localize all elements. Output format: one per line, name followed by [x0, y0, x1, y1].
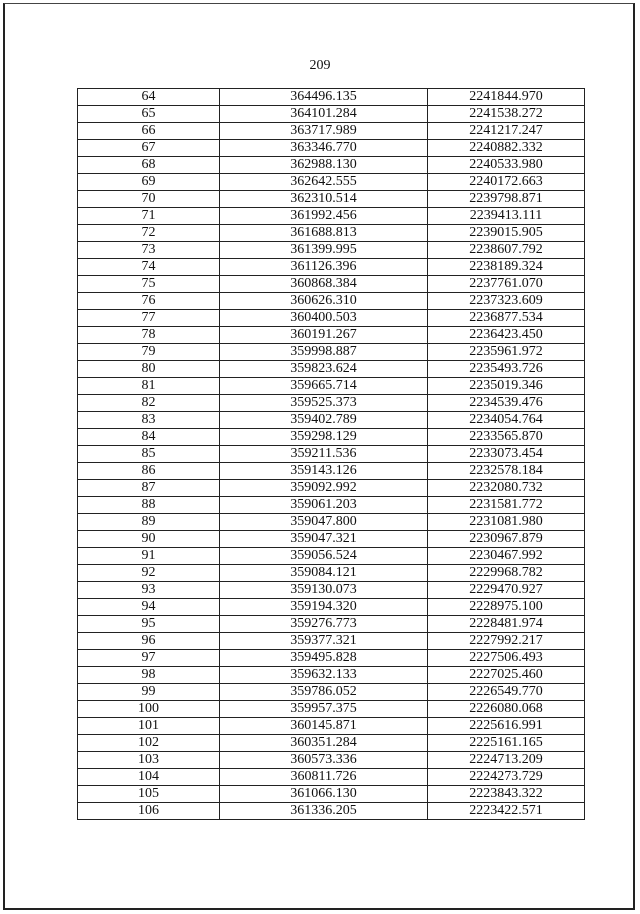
- x-coordinate-cell: 363346.770: [220, 140, 428, 157]
- x-coordinate-cell: 362988.130: [220, 157, 428, 174]
- x-coordinate-cell: 361126.396: [220, 259, 428, 276]
- table-row: [78, 463, 585, 480]
- table-row: [78, 633, 585, 650]
- point-number-cell: 72: [78, 225, 220, 242]
- x-coordinate-cell: 364101.284: [220, 106, 428, 123]
- table-row: [78, 259, 585, 276]
- x-coordinate-cell: 362310.514: [220, 191, 428, 208]
- y-coordinate-cell: 2236877.534: [428, 310, 585, 327]
- point-number-cell: 82: [78, 395, 220, 412]
- x-coordinate-cell: 362642.555: [220, 174, 428, 191]
- x-coordinate-cell: 359092.992: [220, 480, 428, 497]
- point-number-cell: 70: [78, 191, 220, 208]
- y-coordinate-cell: 2239015.905: [428, 225, 585, 242]
- y-coordinate-cell: 2223843.322: [428, 786, 585, 803]
- point-number-cell: 79: [78, 344, 220, 361]
- y-coordinate-cell: 2239413.111: [428, 208, 585, 225]
- point-number-cell: 89: [78, 514, 220, 531]
- point-number-cell: 73: [78, 242, 220, 259]
- point-number-cell: 88: [78, 497, 220, 514]
- y-coordinate-cell: 2240533.980: [428, 157, 585, 174]
- y-coordinate-cell: 2228975.100: [428, 599, 585, 616]
- table-row: [78, 497, 585, 514]
- x-coordinate-cell: 359143.126: [220, 463, 428, 480]
- point-number-cell: 85: [78, 446, 220, 463]
- y-coordinate-cell: 2233073.454: [428, 446, 585, 463]
- x-coordinate-cell: 359056.524: [220, 548, 428, 565]
- y-coordinate-cell: 2241844.970: [428, 89, 585, 106]
- y-coordinate-cell: 2235493.726: [428, 361, 585, 378]
- x-coordinate-cell: 360400.503: [220, 310, 428, 327]
- table-row: [78, 701, 585, 718]
- y-coordinate-cell: 2237761.070: [428, 276, 585, 293]
- x-coordinate-cell: 361336.205: [220, 803, 428, 820]
- table-row: [78, 565, 585, 582]
- point-number-cell: 104: [78, 769, 220, 786]
- y-coordinate-cell: 2240882.332: [428, 140, 585, 157]
- y-coordinate-cell: 2238189.324: [428, 259, 585, 276]
- y-coordinate-cell: 2229470.927: [428, 582, 585, 599]
- x-coordinate-cell: 359665.714: [220, 378, 428, 395]
- point-number-cell: 69: [78, 174, 220, 191]
- point-number-cell: 93: [78, 582, 220, 599]
- point-number-cell: 64: [78, 89, 220, 106]
- y-coordinate-cell: 2224713.209: [428, 752, 585, 769]
- point-number-cell: 90: [78, 531, 220, 548]
- x-coordinate-cell: 361992.456: [220, 208, 428, 225]
- table-row: [78, 378, 585, 395]
- y-coordinate-cell: 2224273.729: [428, 769, 585, 786]
- y-coordinate-cell: 2230967.879: [428, 531, 585, 548]
- page-number: 209: [309, 58, 331, 73]
- y-coordinate-cell: 2236423.450: [428, 327, 585, 344]
- table-row: [78, 667, 585, 684]
- table-row: [78, 684, 585, 701]
- y-coordinate-cell: 2227992.217: [428, 633, 585, 650]
- table-row: [78, 123, 585, 140]
- point-number-cell: 66: [78, 123, 220, 140]
- y-coordinate-cell: 2225161.165: [428, 735, 585, 752]
- y-coordinate-cell: 2229968.782: [428, 565, 585, 582]
- point-number-cell: 101: [78, 718, 220, 735]
- table-row: [78, 769, 585, 786]
- point-number-cell: 92: [78, 565, 220, 582]
- y-coordinate-cell: 2238607.792: [428, 242, 585, 259]
- point-number-cell: 81: [78, 378, 220, 395]
- point-number-cell: 76: [78, 293, 220, 310]
- point-number-cell: 97: [78, 650, 220, 667]
- table-row: [78, 208, 585, 225]
- point-number-cell: 102: [78, 735, 220, 752]
- x-coordinate-cell: 360626.310: [220, 293, 428, 310]
- point-number-cell: 87: [78, 480, 220, 497]
- table-row: [78, 344, 585, 361]
- y-coordinate-cell: 2228481.974: [428, 616, 585, 633]
- y-coordinate-cell: 2226549.770: [428, 684, 585, 701]
- y-coordinate-cell: 2231581.772: [428, 497, 585, 514]
- point-number-cell: 105: [78, 786, 220, 803]
- point-number-cell: 100: [78, 701, 220, 718]
- table-row: [78, 429, 585, 446]
- x-coordinate-cell: 361066.130: [220, 786, 428, 803]
- point-number-cell: 83: [78, 412, 220, 429]
- table-row: [78, 803, 585, 820]
- x-coordinate-cell: 359786.052: [220, 684, 428, 701]
- table-row: [78, 735, 585, 752]
- x-coordinate-cell: 359525.373: [220, 395, 428, 412]
- point-number-cell: 71: [78, 208, 220, 225]
- y-coordinate-cell: 2227025.460: [428, 667, 585, 684]
- table-row: [78, 157, 585, 174]
- point-number-cell: 75: [78, 276, 220, 293]
- y-coordinate-cell: 2234054.764: [428, 412, 585, 429]
- x-coordinate-cell: 360573.336: [220, 752, 428, 769]
- point-number-cell: 94: [78, 599, 220, 616]
- x-coordinate-cell: 359276.773: [220, 616, 428, 633]
- table-row: [78, 89, 585, 106]
- table-row: [78, 599, 585, 616]
- y-coordinate-cell: 2230467.992: [428, 548, 585, 565]
- coordinates-table-body: [78, 89, 585, 820]
- x-coordinate-cell: 361688.813: [220, 225, 428, 242]
- table-row: [78, 276, 585, 293]
- y-coordinate-cell: 2235961.972: [428, 344, 585, 361]
- x-coordinate-cell: 359211.536: [220, 446, 428, 463]
- x-coordinate-cell: 359047.321: [220, 531, 428, 548]
- x-coordinate-cell: 359377.321: [220, 633, 428, 650]
- table-row: [78, 616, 585, 633]
- table-row: [78, 106, 585, 123]
- table-row: [78, 412, 585, 429]
- x-coordinate-cell: 360191.267: [220, 327, 428, 344]
- point-number-cell: 67: [78, 140, 220, 157]
- x-coordinate-cell: 361399.995: [220, 242, 428, 259]
- y-coordinate-cell: 2239798.871: [428, 191, 585, 208]
- x-coordinate-cell: 359084.121: [220, 565, 428, 582]
- coordinates-table: [77, 88, 585, 820]
- x-coordinate-cell: 360351.284: [220, 735, 428, 752]
- point-number-cell: 84: [78, 429, 220, 446]
- table-row: [78, 242, 585, 259]
- y-coordinate-cell: 2225616.991: [428, 718, 585, 735]
- y-coordinate-cell: 2240172.663: [428, 174, 585, 191]
- point-number-cell: 96: [78, 633, 220, 650]
- table-row: [78, 752, 585, 769]
- x-coordinate-cell: 359632.133: [220, 667, 428, 684]
- table-row: [78, 718, 585, 735]
- point-number-cell: 77: [78, 310, 220, 327]
- y-coordinate-cell: 2235019.346: [428, 378, 585, 395]
- table-row: [78, 548, 585, 565]
- table-row: [78, 582, 585, 599]
- y-coordinate-cell: 2231081.980: [428, 514, 585, 531]
- table-row: [78, 191, 585, 208]
- y-coordinate-cell: 2241538.272: [428, 106, 585, 123]
- point-number-cell: 98: [78, 667, 220, 684]
- point-number-cell: 78: [78, 327, 220, 344]
- y-coordinate-cell: 2237323.609: [428, 293, 585, 310]
- x-coordinate-cell: 359061.203: [220, 497, 428, 514]
- y-coordinate-cell: 2227506.493: [428, 650, 585, 667]
- table-row: [78, 480, 585, 497]
- table-row: [78, 395, 585, 412]
- x-coordinate-cell: 359495.828: [220, 650, 428, 667]
- point-number-cell: 95: [78, 616, 220, 633]
- point-number-cell: 80: [78, 361, 220, 378]
- point-number-cell: 106: [78, 803, 220, 820]
- table-row: [78, 446, 585, 463]
- point-number-cell: 68: [78, 157, 220, 174]
- x-coordinate-cell: 359823.624: [220, 361, 428, 378]
- table-row: [78, 225, 585, 242]
- point-number-cell: 86: [78, 463, 220, 480]
- x-coordinate-cell: 359957.375: [220, 701, 428, 718]
- y-coordinate-cell: 2223422.571: [428, 803, 585, 820]
- y-coordinate-cell: 2234539.476: [428, 395, 585, 412]
- y-coordinate-cell: 2226080.068: [428, 701, 585, 718]
- table-row: [78, 531, 585, 548]
- table-row: [78, 514, 585, 531]
- y-coordinate-cell: 2232080.732: [428, 480, 585, 497]
- x-coordinate-cell: 359998.887: [220, 344, 428, 361]
- x-coordinate-cell: 359047.800: [220, 514, 428, 531]
- x-coordinate-cell: 363717.989: [220, 123, 428, 140]
- x-coordinate-cell: 359402.789: [220, 412, 428, 429]
- x-coordinate-cell: 360145.871: [220, 718, 428, 735]
- point-number-cell: 91: [78, 548, 220, 565]
- table-row: [78, 293, 585, 310]
- x-coordinate-cell: 364496.135: [220, 89, 428, 106]
- point-number-cell: 103: [78, 752, 220, 769]
- y-coordinate-cell: 2232578.184: [428, 463, 585, 480]
- table-row: [78, 310, 585, 327]
- x-coordinate-cell: 360811.726: [220, 769, 428, 786]
- x-coordinate-cell: 359298.129: [220, 429, 428, 446]
- x-coordinate-cell: 359130.073: [220, 582, 428, 599]
- table-row: [78, 174, 585, 191]
- point-number-cell: 74: [78, 259, 220, 276]
- table-row: [78, 786, 585, 803]
- x-coordinate-cell: 359194.320: [220, 599, 428, 616]
- y-coordinate-cell: 2241217.247: [428, 123, 585, 140]
- table-row: [78, 361, 585, 378]
- table-row: [78, 140, 585, 157]
- point-number-cell: 99: [78, 684, 220, 701]
- table-row: [78, 327, 585, 344]
- point-number-cell: 65: [78, 106, 220, 123]
- table-row: [78, 650, 585, 667]
- x-coordinate-cell: 360868.384: [220, 276, 428, 293]
- y-coordinate-cell: 2233565.870: [428, 429, 585, 446]
